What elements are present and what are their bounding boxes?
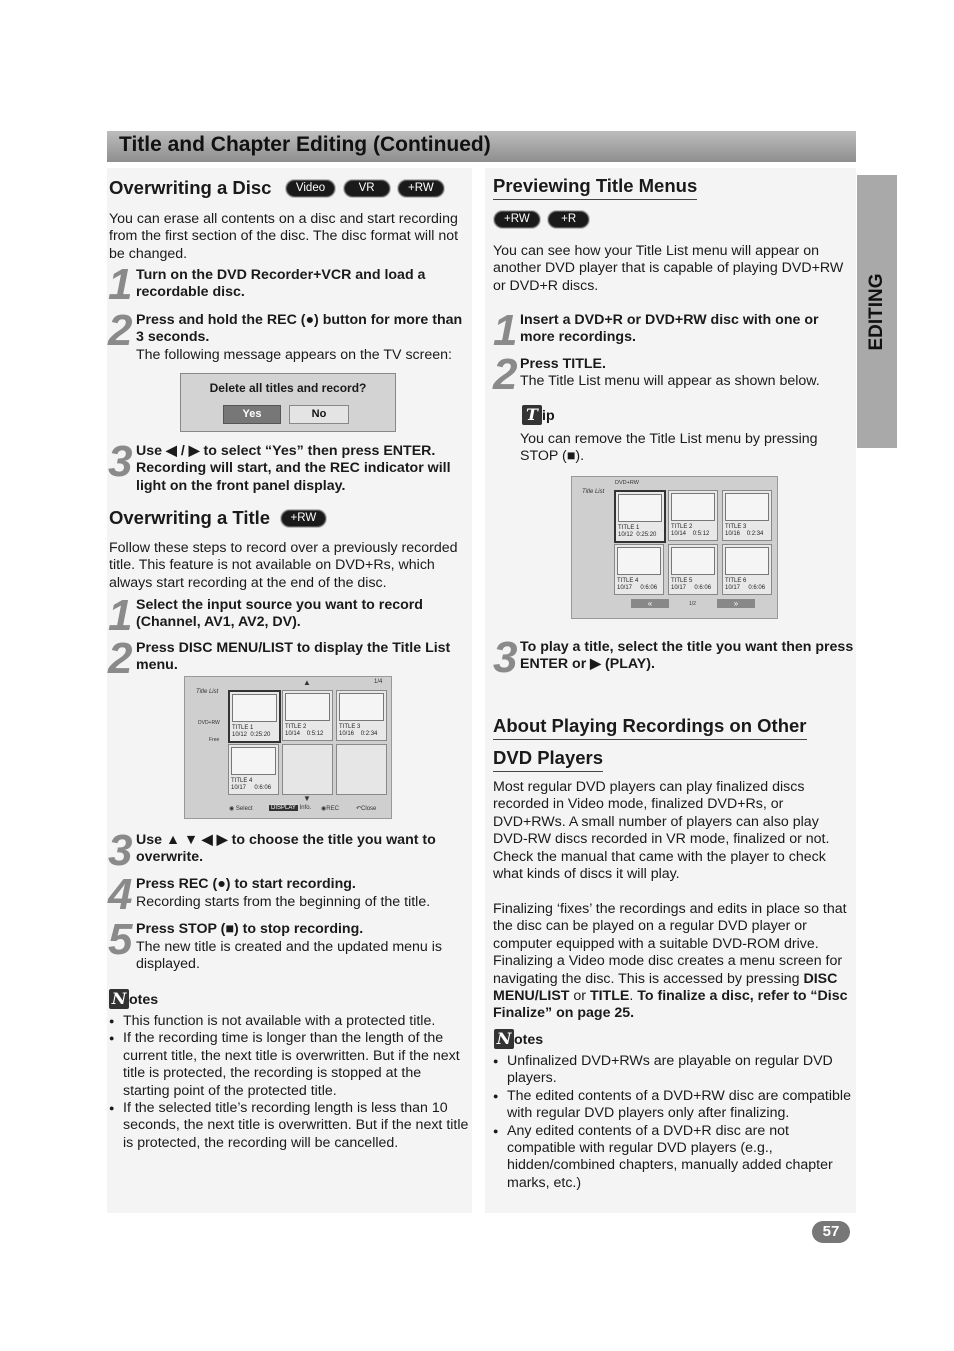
preview-badges: [494, 211, 593, 229]
preview-intro: You can see how your Title List menu will appear on another DVD player that is capable of playing DVD+RW or DVD+R discs.: [493, 243, 844, 294]
notes-heading-right: N otes: [494, 1029, 543, 1049]
next-page-button[interactable]: »: [717, 599, 755, 608]
tip-heading: T ip: [522, 405, 555, 425]
footer-select: ◉ Select: [229, 806, 253, 812]
page-title-bar: [107, 131, 856, 162]
thumb-label: TITLE 1 10/12 0:25:20: [618, 525, 657, 538]
tip-text: You can remove the Title List menu by pressing STOP (■).: [520, 431, 818, 465]
step-number: 5: [108, 915, 131, 964]
overwrite-disc-heading-row: [109, 177, 448, 199]
step-number: 3: [493, 633, 516, 682]
disc-type: DVD+RW: [198, 720, 220, 726]
step-subtext: The following message appears on the TV screen:: [136, 347, 452, 363]
step-text: Press TITLE.: [520, 356, 606, 372]
note-item: ● The edited contents of a DVD+RW disc are compatible with regular DVD players only after finalizing.: [493, 1088, 855, 1123]
step-number: 3: [108, 437, 131, 486]
overwrite-disc-intro: You can erase all contents on a disc and start recording from the first section of the disc. The disc format will not be changed.: [109, 211, 459, 262]
dialog-message: Delete all titles and record?: [209, 381, 367, 395]
badge-video: Video: [286, 180, 335, 197]
dialog-yes-button[interactable]: Yes: [223, 405, 281, 424]
step-number: 1: [493, 306, 516, 355]
disc-type: DVD+RW: [615, 480, 639, 486]
screen-label: Title List: [196, 689, 219, 695]
note-item: ● Any edited contents of a DVD+R disc are not compatible with regular DVD players (e.g., hidden/combined chapters, manually added chapter marks, etc.): [493, 1123, 855, 1193]
badge-plus-rw: +RW: [398, 180, 444, 197]
step-subtext: The new title is created and the updated menu is displayed.: [136, 939, 443, 973]
notes-icon: N: [494, 1029, 514, 1049]
thumb-label: TITLE 4 10/17 0:6:06: [617, 578, 658, 591]
badge-plus-rw: +RW: [494, 211, 540, 228]
delete-dialog: [180, 373, 396, 432]
thumb-label: TITLE 2 10/14 0:5:12: [285, 724, 324, 737]
thumb-label: TITLE 3 10/16 0:2:34: [725, 524, 764, 537]
footer-rec: ◉REC: [321, 806, 339, 812]
title-thumb-3[interactable]: [336, 690, 387, 741]
footer-info: DISPLAY Info.: [271, 805, 312, 811]
title-thumb-2[interactable]: [282, 690, 333, 741]
thumbnail-image: [618, 494, 662, 522]
title-thumb-4[interactable]: [614, 544, 664, 595]
empty-slot: [282, 744, 333, 795]
thumb-label: TITLE 4 10/17 0:6:06: [231, 778, 272, 791]
page-indicator: 1/4: [374, 679, 383, 685]
empty-slot: [336, 744, 387, 795]
thumb-label: TITLE 3 10/16 0:2:34: [339, 724, 378, 737]
thumbnail-image: [671, 547, 715, 575]
thumbnail-image: [339, 693, 384, 721]
overwrite-title-heading: Overwriting a Title: [109, 507, 271, 528]
step-number: 2: [493, 350, 516, 399]
title-thumb-1[interactable]: [614, 490, 666, 543]
page-number: 57: [812, 1221, 850, 1243]
about-heading-line2: DVD Players: [493, 747, 603, 772]
step-number: 3: [108, 826, 131, 875]
note-item: ● Unfinalized DVD+RWs are playable on regular DVD players.: [493, 1053, 855, 1088]
step-text: Press STOP (■) to stop recording.: [136, 921, 364, 937]
thumbnail-image: [617, 547, 661, 575]
step-text: Press and hold the REC (●) button for more than 3 seconds.: [136, 312, 463, 346]
overwrite-title-heading-row: [109, 507, 330, 529]
screen-label: Title List: [582, 489, 605, 495]
title-thumb-2[interactable]: [668, 490, 718, 541]
title-thumb-5[interactable]: [668, 544, 718, 595]
thumbnail-image: [231, 747, 276, 775]
step-subtext: The Title List menu will appear as shown below.: [520, 373, 820, 389]
overwrite-title-intro: Follow these steps to record over a previously recorded title. This feature is not available on DVD+Rs, which always start recording at the end of the disc.: [109, 540, 458, 591]
section-tab: [857, 175, 897, 448]
scroll-up-icon[interactable]: ▲: [303, 678, 311, 687]
title-menu-preview-screen: [571, 476, 778, 619]
notes-list-right: [493, 1053, 855, 1192]
step-text: Use ◀ / ▶ to select “Yes” then press ENTER. Recording will start, and the REC indicator will light on the front panel display.: [136, 443, 451, 494]
badge-plus-rw: +RW: [281, 510, 327, 527]
thumbnail-image: [285, 693, 330, 721]
step-number: 1: [108, 591, 131, 640]
notes-icon: N: [109, 989, 129, 1009]
about-para-2: Finalizing ‘fixes’ the recordings and edits in place so that the disc can be played on a regular DVD player or computer equipped with a suitable DVD-ROM drive. Finalizing a Video mode disc creates a menu screen for navigating the disc. This is accessed by pressing DISC MENU/LIST or TITLE. To finalize a disc, refer to “Disc Finalize” on page 25.: [493, 901, 848, 1022]
step-text: Turn on the DVD Recorder+VCR and load a recordable disc.: [136, 267, 426, 301]
step-text: To play a title, select the title you want then press ENTER or ▶ (PLAY).: [520, 639, 854, 673]
title-thumb-1[interactable]: [228, 690, 281, 743]
title-thumb-4[interactable]: [228, 744, 279, 795]
thumb-label: TITLE 2 10/14 0:5:12: [671, 524, 710, 537]
step-text: Press REC (●) to start recording.: [136, 876, 356, 892]
thumbnail-image: [232, 694, 277, 722]
thumb-label: TITLE 6 10/17 0:6:06: [725, 578, 766, 591]
step-text: Select the input source you want to record (Channel, AV1, AV2, DV).: [136, 597, 423, 631]
thumbnail-image: [725, 493, 769, 521]
step-number: 2: [108, 306, 131, 355]
overwrite-disc-heading: Overwriting a Disc: [109, 177, 272, 198]
step-number: 1: [108, 260, 131, 309]
previous-page-button[interactable]: «: [631, 599, 669, 608]
section-tab-label: EDITING: [866, 272, 887, 351]
step-text: Insert a DVD+R or DVD+RW disc with one or more recordings.: [520, 312, 819, 346]
about-heading-line1: About Playing Recordings on Other: [493, 715, 807, 740]
dialog-no-button[interactable]: No: [289, 405, 349, 424]
title-thumb-3[interactable]: [722, 490, 772, 541]
footer-close: ↶Close: [356, 806, 377, 812]
badge-plus-r: +R: [548, 211, 589, 228]
thumbnail-image: [725, 547, 769, 575]
step-text: Use ▲ ▼ ◀ ▶ to choose the title you want to overwrite.: [136, 832, 436, 866]
preview-heading: Previewing Title Menus: [493, 175, 697, 200]
rec-icon: ◉: [321, 806, 327, 812]
title-thumb-6[interactable]: [722, 544, 772, 595]
preview-heading-row: [493, 175, 697, 200]
select-icon: ◉: [229, 806, 235, 812]
step-number: 4: [108, 870, 131, 919]
return-icon: ↶: [356, 806, 362, 812]
page-indicator: 1/2: [689, 601, 696, 607]
note-item: ● If the recording time is longer than the length of the current title, the next title is overwritten. But if the next title is protected, the recording is stopped at the starting point of the protected title.: [109, 1030, 471, 1100]
badge-vr: VR: [344, 180, 390, 197]
page-title: Title and Chapter Editing (Continued): [119, 133, 491, 156]
scroll-down-icon[interactable]: ▼: [303, 794, 311, 803]
notes-list-left: [109, 1013, 471, 1152]
title-list-screen: [184, 676, 392, 819]
free-space: Free: [209, 737, 220, 743]
thumb-label: TITLE 1 10/12 0:25:20: [232, 725, 271, 738]
thumb-label: TITLE 5 10/17 0:6:06: [671, 578, 712, 591]
thumbnail-image: [671, 493, 715, 521]
step-text: Press DISC MENU/LIST to display the Title List menu.: [136, 640, 451, 674]
tip-icon: T: [522, 405, 542, 425]
notes-heading-left: N otes: [109, 989, 158, 1009]
note-item: ● If the selected title’s recording length is less than 10 seconds, the next title is overwritten. But if the next title is protected, the recording will be cancelled.: [109, 1100, 471, 1152]
about-para-1: Most regular DVD players can play finalized discs recorded in Video mode, finalized DVD+Rs, or DVD+RWs. A small number of players can also play DVD-RW discs recorded in VR mode, finalized or not. Check the manual that came with the player to check what kinds of discs it will play.: [493, 779, 830, 883]
note-item: ● This function is not available with a protected title.: [109, 1013, 471, 1030]
step-subtext: Recording starts from the beginning of the title.: [136, 894, 431, 910]
step-number: 2: [108, 634, 131, 683]
